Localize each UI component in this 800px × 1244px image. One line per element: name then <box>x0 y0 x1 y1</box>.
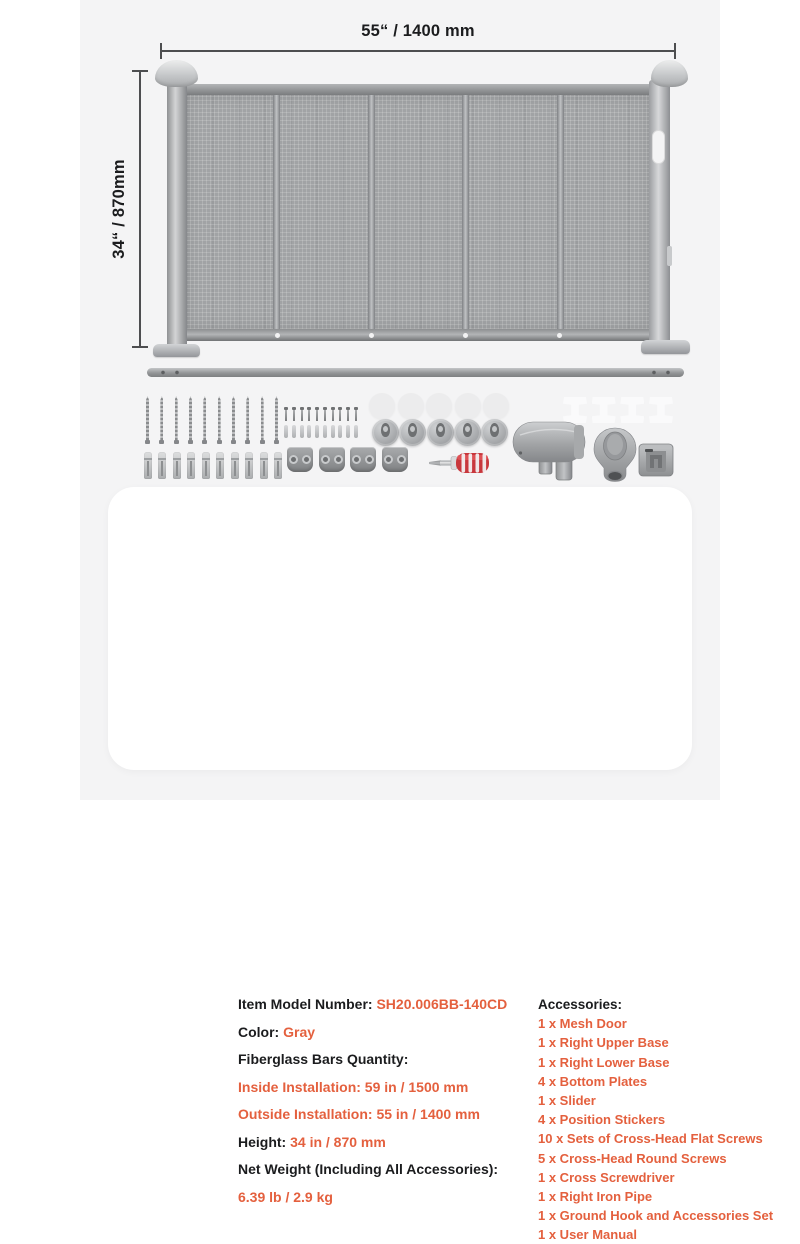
height-dimension-line <box>139 70 141 348</box>
flat-screw-icon <box>159 396 164 444</box>
round-screw-icon <box>284 407 288 421</box>
small-anchor-icon <box>307 425 311 438</box>
accessory-item: 5 x Cross-Head Round Screws <box>538 1150 727 1166</box>
wall-anchor-icon <box>202 452 210 479</box>
right-iron-pipe <box>147 368 684 377</box>
left-post-foot <box>153 344 200 357</box>
mesh-divider <box>368 95 375 329</box>
position-sticker-icon <box>649 397 673 423</box>
mesh-divider-row <box>186 95 651 329</box>
mesh-divider <box>557 95 564 329</box>
position-sticker-icon <box>620 397 644 423</box>
ground-hook-set-row <box>372 419 508 446</box>
bottom-rail-dot <box>369 333 374 338</box>
bottom-plate-icon <box>382 447 408 472</box>
flat-screw-icon <box>217 396 222 444</box>
accessory-item: 4 x Position Stickers <box>538 1112 666 1128</box>
spec-bars-quantity: Fiberglass Bars Quantity: <box>238 1051 409 1067</box>
round-screw-icon <box>300 407 304 421</box>
bottom-plates-row <box>287 447 408 473</box>
wall-anchor-icon <box>260 452 268 479</box>
round-screw-icon <box>346 407 350 421</box>
round-screw-icon <box>354 407 358 421</box>
small-anchor-icon <box>284 425 288 438</box>
flat-screw-icon <box>260 396 265 444</box>
flat-screw-icon <box>245 396 250 444</box>
right-lower-base <box>593 427 637 483</box>
wall-anchor-icon <box>216 452 224 479</box>
accessory-item: 1 x Right Iron Pipe <box>538 1188 653 1204</box>
round-screw-icon <box>307 407 311 421</box>
bottom-rail-dots <box>186 332 651 338</box>
bottom-rail-dot <box>557 333 562 338</box>
round-screw-icon <box>338 407 342 421</box>
small-anchor-icon <box>323 425 327 438</box>
bottom-plate-icon <box>319 447 345 472</box>
small-anchor-icon <box>338 425 342 438</box>
bottom-rail-dot <box>275 333 280 338</box>
accessories-title: Accessories: <box>538 997 623 1012</box>
protection-pad-icon <box>483 393 509 419</box>
handle-slot <box>652 130 665 164</box>
round-mount-icon <box>427 419 454 446</box>
protection-pad-icon <box>398 393 424 419</box>
width-dimension-line <box>160 50 676 52</box>
wall-anchor-icon <box>231 452 239 479</box>
small-screws-row <box>284 407 358 421</box>
wall-anchor-icon <box>274 452 282 479</box>
round-screw-icon <box>315 407 319 421</box>
spec-net-weight-label: Net Weight (Including All Accessories): <box>238 1161 499 1177</box>
flat-screw-icon <box>188 396 193 444</box>
small-anchor-icon <box>300 425 304 438</box>
wall-anchor-icon <box>144 452 152 479</box>
spec-height: Height: 34 in / 870 mm <box>238 1133 386 1150</box>
small-anchor-icon <box>315 425 319 438</box>
top-rail <box>185 84 670 95</box>
round-mount-icon <box>481 419 508 446</box>
round-mount-icon <box>372 419 399 446</box>
small-anchor-icon <box>292 425 296 438</box>
wall-anchor-icon <box>173 452 181 479</box>
accessory-item: 1 x Right Upper Base <box>538 1035 669 1051</box>
accessories-list <box>538 995 773 1244</box>
position-sticker-icon <box>592 397 616 423</box>
height-dimension-label: 34“ / 870mm <box>110 159 128 259</box>
wall-anchor-icon <box>245 452 253 479</box>
accessory-item: 4 x Bottom Plates <box>538 1073 648 1089</box>
small-anchor-icon <box>346 425 350 438</box>
accessory-item: 1 x User Manual <box>538 1227 637 1243</box>
left-roller-post <box>167 80 187 350</box>
round-screw-icon <box>292 407 296 421</box>
spec-outside-installation: Outside Installation: 55 in / 1400 mm <box>238 1106 480 1122</box>
right-post <box>649 80 670 344</box>
accessory-item: 10 x Sets of Cross-Head Flat Screws <box>538 1131 763 1147</box>
right-upper-base <box>512 420 588 482</box>
spec-list <box>238 991 507 1211</box>
mesh-divider <box>462 95 469 329</box>
round-mount-icon <box>454 419 481 446</box>
round-mount-icon <box>399 419 426 446</box>
protection-pad-icon <box>426 393 452 419</box>
right-post-foot <box>641 340 690 354</box>
bottom-rail-dot <box>463 333 468 338</box>
flat-screw-icon <box>231 396 236 444</box>
width-dimension-label: 55“ / 1400 mm <box>361 22 475 40</box>
spec-inside-installation: Inside Installation: 59 in / 1500 mm <box>238 1078 469 1095</box>
wall-anchor-icon <box>187 452 195 479</box>
spec-color: Color: Gray <box>238 1023 316 1040</box>
latch-tab <box>667 246 672 266</box>
accessory-item: 1 x Slider <box>538 1092 596 1108</box>
spec-card <box>108 487 774 1243</box>
bottom-plate-icon <box>350 447 376 472</box>
accessory-item: 1 x Right Lower Base <box>538 1054 670 1070</box>
flat-screw-icon <box>145 396 150 444</box>
accessory-item: 1 x Mesh Door <box>538 1016 627 1032</box>
cross-screwdriver-icon <box>427 451 491 475</box>
mesh-divider <box>273 95 280 329</box>
spec-net-weight-value: 6.39 lb / 2.9 kg <box>238 1188 333 1205</box>
flat-screw-icon <box>174 396 179 444</box>
round-screw-icon <box>331 407 335 421</box>
accessory-item: 1 x Cross Screwdriver <box>538 1169 675 1185</box>
wall-anchor-icon <box>158 452 166 479</box>
long-screws-row <box>145 396 279 444</box>
small-anchor-icon <box>331 425 335 438</box>
round-screw-icon <box>323 407 327 421</box>
flat-screw-icon <box>202 396 207 444</box>
protection-pads-row <box>369 393 509 420</box>
small-anchors-row <box>284 425 358 438</box>
small-anchor-icon <box>354 425 358 438</box>
protection-pad-icon <box>369 393 395 419</box>
slider-part <box>638 441 674 478</box>
wall-anchors-row <box>144 452 282 479</box>
protection-pad-icon <box>455 393 481 419</box>
accessory-item: 1 x Ground Hook and Accessories Set <box>538 1208 774 1224</box>
spec-model-number: Item Model Number: SH20.006BB-140CD <box>238 996 508 1012</box>
bottom-plate-icon <box>287 447 313 472</box>
flat-screw-icon <box>274 396 279 444</box>
